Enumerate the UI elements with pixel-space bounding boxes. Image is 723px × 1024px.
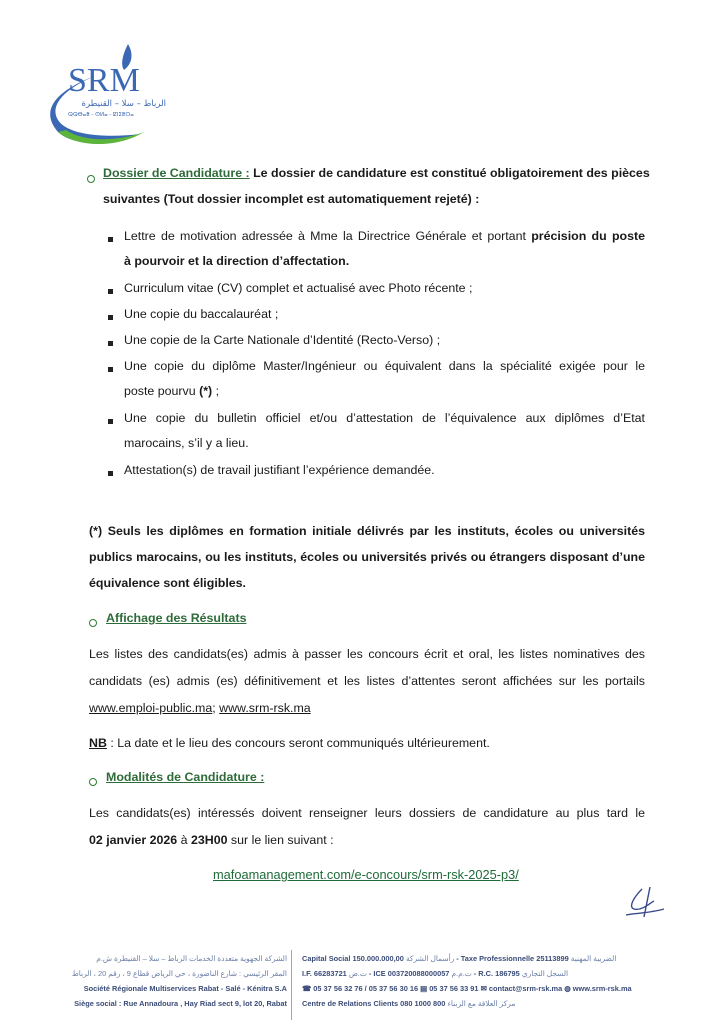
signature [620, 883, 670, 923]
ice-number: - ICE 003720088000057 [368, 969, 450, 978]
list-bullet [108, 289, 113, 294]
footer-left-1: الشركة الجهوية متعددة الخدمات الرباط – سلا – القنيطرة ش.م [96, 954, 287, 963]
dossier-intro-2: suivantes (Tout dossier incomplet est automatiquement rejeté) : [103, 192, 480, 206]
rc-number: - R.C. 186795 [473, 969, 520, 978]
list-bullet [108, 341, 113, 346]
logo-brand: SRM [68, 62, 140, 99]
deadline-date: 02 janvier 2026 [89, 833, 178, 847]
website[interactable]: www.srm-rsk.ma [572, 984, 632, 993]
logo-arabic: الرباط – سلا – القنيطرة [81, 99, 166, 109]
note-line-1: (*) Seuls les diplômes en formation initiale délivrés par les instituts, écoles ou universités [89, 524, 645, 538]
globe-icon: ◍ [564, 984, 571, 993]
list-item-cont: marocains, s’il y a lieu. [124, 436, 249, 450]
mail-icon: ✉ [480, 984, 487, 993]
list-item: Une copie du baccalauréat ; [124, 307, 279, 321]
nb-label: NB [89, 736, 107, 750]
affichage-title: Affichage des Résultats [106, 611, 247, 625]
fax: 05 37 56 33 91 [429, 984, 479, 993]
note-line-2: publics marocains, ou les instituts, écoles ou universités privés ou étrangers disposant d’une [89, 550, 645, 564]
taxe-pro: - Taxe Professionnelle 25113899 [456, 954, 569, 963]
list-item: Attestation(s) de travail justifiant l’expérience demandée. [124, 463, 435, 477]
link-separator: ; [212, 701, 220, 715]
relations-ar: مركز العلاقة مع الزبناء [447, 999, 516, 1008]
affichage-line-2: candidats (es) admis (es) définitivement et les listes d’attentes seront affichées sur les portails [89, 674, 645, 688]
list-bullet [108, 419, 113, 424]
list-item-cont [124, 384, 219, 398]
dossier-line-1 [103, 166, 650, 180]
item-text: Lettre de motivation adressée à Mme la Directrice Générale et portant [124, 229, 532, 243]
modalites-line-2 [89, 833, 334, 847]
footer-left-4: Siège social : Rue Annadoura , Hay Riad sect 9, lot 20, Rabat [74, 999, 287, 1008]
item-text: poste pourvu [124, 384, 200, 398]
deadline-time: 23H00 [190, 833, 228, 847]
footer-divider [291, 950, 292, 1020]
note-line-3: équivalence sont éligibles. [89, 576, 247, 590]
if-number: I.F. 66283721 [302, 969, 347, 978]
list-item [124, 229, 645, 243]
logo-tifinagh: ⵕⵕⴱⴰⵟ - ⵙⵍⴰ - ⵇⵏⵉⵟⵔⴰ [68, 112, 134, 118]
dossier-title: Dossier de Candidature : [103, 166, 250, 180]
nb-text: : La date et le lieu des concours seront communiqués ultérieurement. [106, 736, 490, 750]
list-item: Une copie du bulletin officiel et/ou d’attestation de l’équivalence aux diplômes d’Etat [124, 411, 645, 425]
rc-ar: السجل التجاري [521, 969, 569, 978]
nb-note [89, 736, 490, 750]
footer-capital-line [302, 954, 616, 963]
relations: Centre de Relations Clients 080 1000 800 [302, 999, 446, 1008]
footer-left-2: المقر الرئيسي : شارع الناضورة ، حي الرياض قطاع 9 ، رقم 20 ، الرباط [71, 969, 287, 978]
modalites-title: Modalités de Candidature : [106, 770, 265, 784]
list-bullet [108, 237, 113, 242]
ice-ar: ت.م.م [451, 969, 472, 978]
modalites-line-1: Les candidats(es) intéressés doivent renseigner leurs dossiers de candidature au plus tard le [89, 806, 645, 820]
if-ar: ت.ض [348, 969, 367, 978]
emploi-public-link[interactable]: www.emploi-public.ma [89, 701, 213, 715]
item-text: ; [212, 384, 220, 398]
list-item: Une copie du diplôme Master/Ingénieur ou équivalent dans la spécialité exigée pour le [124, 359, 645, 373]
list-bullet [108, 315, 113, 320]
phone-icon: ☎ [302, 984, 312, 993]
srm-rsk-link[interactable]: www.srm-rsk.ma [219, 701, 311, 715]
deadline-sep: à [177, 833, 191, 847]
section-bullet [89, 619, 97, 627]
list-bullet [108, 367, 113, 372]
item-bold: précision du poste [531, 229, 646, 243]
list-item: Curriculum vitae (CV) complet et actualisé avec Photo récente ; [124, 281, 473, 295]
footer-contact-line [302, 984, 632, 993]
affichage-line-1: Les listes des candidats(es) admis à passer les concours écrit et oral, les listes nominatives des [89, 647, 645, 661]
phone: 05 37 56 32 76 / 05 37 56 30 16 [313, 984, 419, 993]
section-bullet [87, 175, 95, 183]
dossier-intro-1: Le dossier de candidature est constitué obligatoirement des pièces [253, 166, 650, 180]
list-item-cont: à pourvoir et la direction d’affectation. [124, 254, 350, 268]
email[interactable]: contact@srm-rsk.ma [488, 984, 563, 993]
application-link-wrap [213, 867, 519, 882]
deadline-rest: sur le lien suivant : [227, 833, 334, 847]
fax-icon: ▤ [420, 984, 428, 993]
list-bullet [108, 471, 113, 476]
section-bullet [89, 778, 97, 786]
srm-logo [28, 34, 178, 149]
affichage-links [89, 701, 311, 715]
footer-left-3: Société Régionale Multiservices Rabat - Salé - Kénitra S.A [83, 984, 287, 993]
taxe-pro-ar: الضريبة المهنية [570, 954, 617, 963]
footer-relations-line [302, 999, 515, 1008]
footer-ids-line [302, 969, 568, 978]
item-bold: (*) [199, 384, 213, 398]
capital: Capital Social 150.000.000,00 [302, 954, 404, 963]
list-item: Une copie de la Carte Nationale d’Identité (Recto-Verso) ; [124, 333, 441, 347]
capital-ar: رأسمال الشركة [405, 954, 455, 963]
application-link[interactable]: mafoamanagement.com/e-concours/srm-rsk-2025-p3/ [213, 867, 519, 882]
